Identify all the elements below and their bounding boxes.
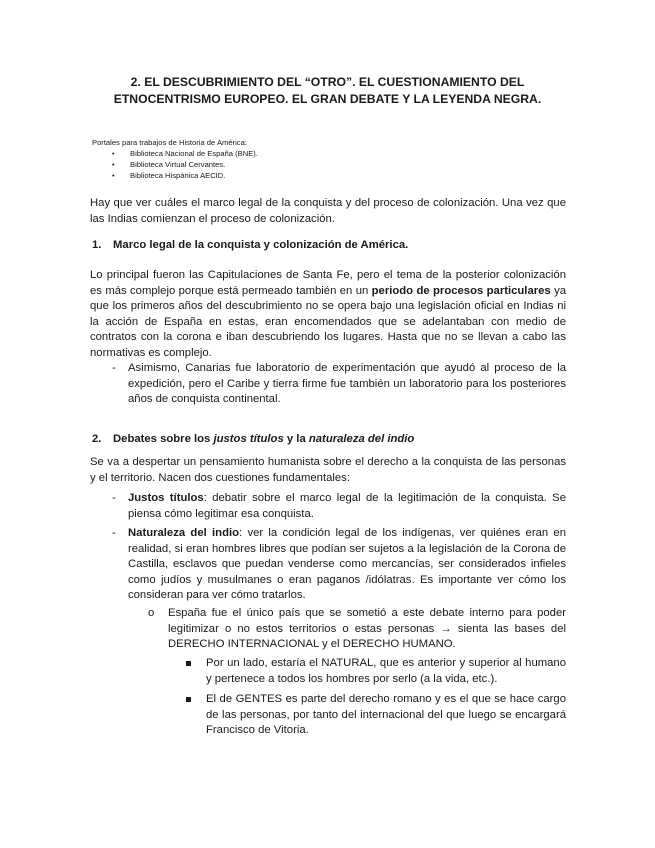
sub-item-spain: España fue el único país que se sometió a este debate interno para poder legitimizar o no estos territorios o estas personas → sienta las bases del DERECHO INTERNACIONAL y el DERECHO HUMANO.: [168, 607, 566, 650]
intro-paragraph: Hay que ver cuáles el marco legal de la conquista y del proceso de colonización. Una vez que las Indias comienzan el proceso de colonización.: [90, 197, 566, 225]
justos-titulos-item: Justos títulos: debatir sobre el marco legal de la legitimación de la conquista. Se piensa cómo legitimar esa conquista.: [128, 492, 566, 520]
section-2-heading: 2. Debates sobre los justos títulos y la naturaleza del indio: [92, 433, 415, 445]
portals-label: Portales para trabajos de Historia de América:: [92, 138, 247, 147]
section-1-heading: [92, 238, 408, 253]
portals-list: [92, 137, 572, 181]
square-bullet-icon: [186, 661, 191, 666]
title-line-1: 2. EL DESCUBRIMIENTO DEL “OTRO”. EL CUESTIONAMIENTO DEL: [130, 75, 525, 89]
dash-bullet: -: [112, 362, 116, 374]
page-title: [60, 74, 595, 108]
circle-bullet-icon: o: [148, 607, 155, 619]
list-item: • Biblioteca Nacional de España (BNE).: [92, 148, 572, 159]
dash-bullet: -: [112, 492, 116, 504]
section-2-intro: Se va a despertar un pensamiento humanista sobre el derecho a la conquista de las personas y el territorio. Nacen dos cuestiones fundamentales:: [90, 456, 566, 484]
section-1-paragraph: Lo principal fueron las Capitulaciones de Santa Fe, pero el tema de la posterior colonización es más complejo porque está permeado también en un periodo de procesos particulares ya que los primeros años del descubrimiento no se opera bajo una legislación oficial en Indias ni la acción de España en estas, eran encomendados que se adelantaban con medio de contratos con la corona e iban descubriendo los lugares. Hasta que no se llevan a cabo las normativas es complejo.: [90, 269, 567, 359]
emphasis-text: periodo de procesos particulares: [371, 284, 551, 297]
list-item: • Biblioteca Hispánica AECID.: [92, 170, 572, 181]
dash-bullet: -: [112, 527, 116, 539]
square-bullet-icon: [186, 697, 191, 702]
naturaleza-indio-item: Naturaleza del indio: ver la condición legal de los indígenas, ver quiénes eran en realidad, si eran hombres libres que podían ser sujetos a la legislación de la Corona de Castilla, esclavos que puedan venderse como mercancías, ser considerados infieles como judíos y musulmanes o eran paganos /idólatras. Es importante ver cómo los consideran para ver cómo tratarlos.: [128, 527, 566, 601]
title-line-2: ETNOCENTRISMO EUROPEO. EL GRAN DEBATE Y LA LEYENDA NEGRA.: [113, 92, 542, 106]
section-1-number: 1.: [92, 239, 102, 251]
sub-sub-item-natural: Por un lado, estaría el NATURAL, que es anterior y superior al humano y pertenece a todos los hombres por serlo (a la vida, etc.).: [206, 657, 566, 685]
heading-italic-1: justos títulos: [213, 433, 284, 445]
list-item: • Biblioteca Virtual Cervantes.: [92, 159, 572, 170]
sub-sub-item-gentes: El de GENTES es parte del derecho romano y es el que se hace cargo de las personas, por tanto del internacional del que luego se encargará Francisco de Vitoria.: [206, 693, 566, 736]
section-1-bullet: Asimismo, Canarias fue laboratorio de experimentación que ayudó al proceso de la expedición, pero el Caribe y tierra firme fue también un laboratorio para los posteriores años de conquista continental.: [128, 362, 566, 405]
heading-italic-2: naturaleza del indio: [308, 433, 415, 445]
section-1-title: Marco legal de la conquista y colonización de América.: [113, 239, 409, 251]
section-2-number: 2.: [92, 433, 102, 445]
